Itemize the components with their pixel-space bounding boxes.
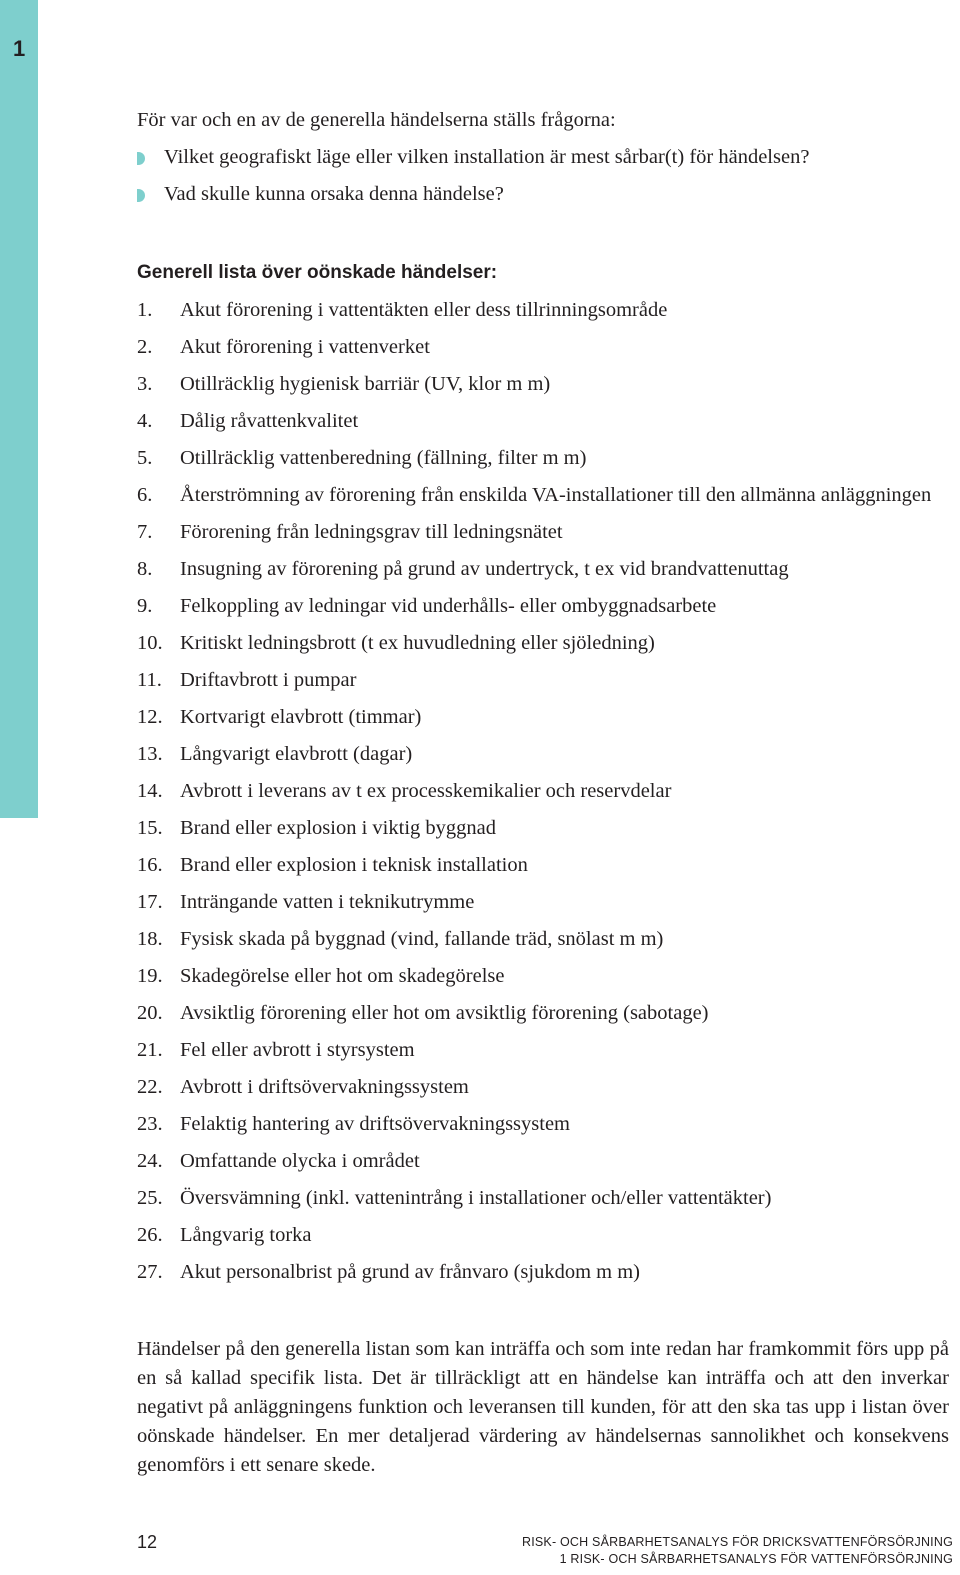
event-item <box>137 1258 949 1287</box>
event-number: 14. <box>137 780 163 802</box>
event-text: Långvarigt elavbrott (dagar) <box>180 743 413 765</box>
question-item <box>137 143 949 172</box>
event-item <box>137 407 949 436</box>
question-list <box>137 143 949 209</box>
event-number: 11. <box>137 669 162 691</box>
event-number: 9. <box>137 595 153 617</box>
event-item <box>137 703 949 732</box>
event-text: Otillräcklig vattenberedning (fällning, filter m m) <box>180 447 587 469</box>
event-text: Kortvarigt elavbrott (timmar) <box>180 706 422 728</box>
event-item <box>137 1073 949 1102</box>
event-item <box>137 925 949 954</box>
bullet-icon <box>137 189 145 202</box>
event-item <box>137 999 949 1028</box>
event-text: Brand eller explosion i viktig byggnad <box>180 817 496 839</box>
event-number: 12. <box>137 706 163 728</box>
event-number: 24. <box>137 1150 163 1172</box>
event-item <box>137 370 949 399</box>
event-item <box>137 296 949 325</box>
event-item <box>137 1147 949 1176</box>
event-number: 13. <box>137 743 163 765</box>
question-text: Vad skulle kunna orsaka denna händelse? <box>164 183 504 205</box>
event-item <box>137 888 949 917</box>
event-text: Akut personalbrist på grund av frånvaro (sjukdom m m) <box>180 1261 641 1283</box>
footer-line-2: 1 RISK- OCH SÅRBARHETSANALYS FÖR VATTENFÖRSÖRJNING <box>559 1552 953 1566</box>
event-item <box>137 518 949 547</box>
event-number: 20. <box>137 1002 163 1024</box>
event-item <box>137 1221 949 1250</box>
event-item <box>137 1036 949 1065</box>
event-number: 6. <box>137 484 153 506</box>
event-text: Felaktig hantering av driftsövervakningssystem <box>180 1113 570 1135</box>
event-number: 8. <box>137 558 153 580</box>
event-text: Driftavbrott i pumpar <box>180 669 357 691</box>
chapter-number: 1 <box>13 36 26 61</box>
event-text: Fysisk skada på byggnad (vind, fallande träd, snölast m m) <box>180 928 664 950</box>
question-item <box>137 180 949 209</box>
event-text: Akut förorening i vattenverket <box>180 336 430 358</box>
event-text: Förorening från ledningsgrav till ledningsnätet <box>180 521 563 543</box>
section-heading: Generell lista över oönskade händelser: <box>137 262 498 283</box>
event-item <box>137 666 949 695</box>
event-number: 19. <box>137 965 163 987</box>
event-number: 2. <box>137 336 153 358</box>
event-item <box>137 592 949 621</box>
event-text: Kritiskt ledningsbrott (t ex huvudledning eller sjöledning) <box>180 632 655 654</box>
event-item <box>137 851 949 880</box>
event-text: Skadegörelse eller hot om skadegörelse <box>180 965 505 987</box>
event-text: Avsiktlig förorening eller hot om avsiktlig förorening (sabotage) <box>180 1002 709 1024</box>
event-number: 26. <box>137 1224 163 1246</box>
event-text: Otillräcklig hygienisk barriär (UV, klor m m) <box>180 373 551 395</box>
event-text: Återströmning av förorening från enskilda VA-installationer till den allmänna anläggningen <box>180 484 932 506</box>
event-item <box>137 962 949 991</box>
event-number: 7. <box>137 521 153 543</box>
event-text: Insugning av förorening på grund av undertryck, t ex vid brandvattenuttag <box>180 558 789 580</box>
event-item <box>137 814 949 843</box>
event-text: Långvarig torka <box>180 1224 312 1246</box>
event-text: Akut förorening i vattentäkten eller dess tillrinningsområde <box>180 299 668 321</box>
closing-paragraph: Händelser på den generella listan som kan inträffa och som inte redan har framkommit förs upp på en så kallad specifik lista. Det är tillräckligt att en händelse kan inträffa och att den inverkar negativt på anläggningens funktion och leveransen till kunden, för att den ska tas upp i listan över oönskade händelser. En mer detaljerad värdering av händelsernas sannolikhet och konsekvens genomförs i ett senare skede. <box>137 1338 949 1476</box>
event-number: 10. <box>137 632 163 654</box>
event-number: 22. <box>137 1076 163 1098</box>
event-number: 27. <box>137 1261 163 1283</box>
event-item <box>137 1184 949 1213</box>
footer-line-1: RISK- OCH SÅRBARHETSANALYS FÖR DRICKSVATTENFÖRSÖRJNING <box>522 1535 953 1549</box>
event-item <box>137 444 949 473</box>
event-number: 3. <box>137 373 153 395</box>
event-number: 18. <box>137 928 163 950</box>
event-text: Fel eller avbrott i styrsystem <box>180 1039 415 1061</box>
event-item <box>137 555 949 584</box>
event-number: 15. <box>137 817 163 839</box>
bullet-icon <box>137 152 145 165</box>
event-text: Dålig råvattenkvalitet <box>180 410 359 432</box>
running-footer <box>522 1534 953 1568</box>
event-item <box>137 333 949 362</box>
question-text: Vilket geografiskt läge eller vilken installation är mest sårbar(t) för händelsen? <box>164 146 810 168</box>
event-text: Avbrott i leverans av t ex processkemikalier och reservdelar <box>180 780 672 802</box>
event-text: Avbrott i driftsövervakningssystem <box>180 1076 469 1098</box>
main-content <box>137 106 949 1476</box>
event-number: 4. <box>137 410 153 432</box>
page-number: 12 <box>137 1532 158 1552</box>
event-number: 16. <box>137 854 163 876</box>
event-number: 25. <box>137 1187 163 1209</box>
event-item <box>137 1110 949 1139</box>
event-item <box>137 629 949 658</box>
event-number: 21. <box>137 1039 163 1061</box>
event-text: Översvämning (inkl. vattenintrång i installationer och/eller vattentäkter) <box>180 1187 772 1209</box>
event-list <box>137 296 949 1295</box>
event-number: 17. <box>137 891 163 913</box>
event-number: 1. <box>137 299 153 321</box>
event-item <box>137 481 949 510</box>
event-item <box>137 740 949 769</box>
event-text: Inträngande vatten i teknikutrymme <box>180 891 475 913</box>
event-number: 23. <box>137 1113 163 1135</box>
event-text: Brand eller explosion i teknisk installation <box>180 854 528 876</box>
event-item <box>137 777 949 806</box>
intro-text: För var och en av de generella händelserna ställs frågorna: <box>137 109 616 131</box>
event-text: Omfattande olycka i området <box>180 1150 420 1172</box>
event-text: Felkoppling av ledningar vid underhålls- eller ombyggnadsarbete <box>180 595 717 617</box>
event-number: 5. <box>137 447 153 469</box>
chapter-side-tab <box>0 0 38 818</box>
